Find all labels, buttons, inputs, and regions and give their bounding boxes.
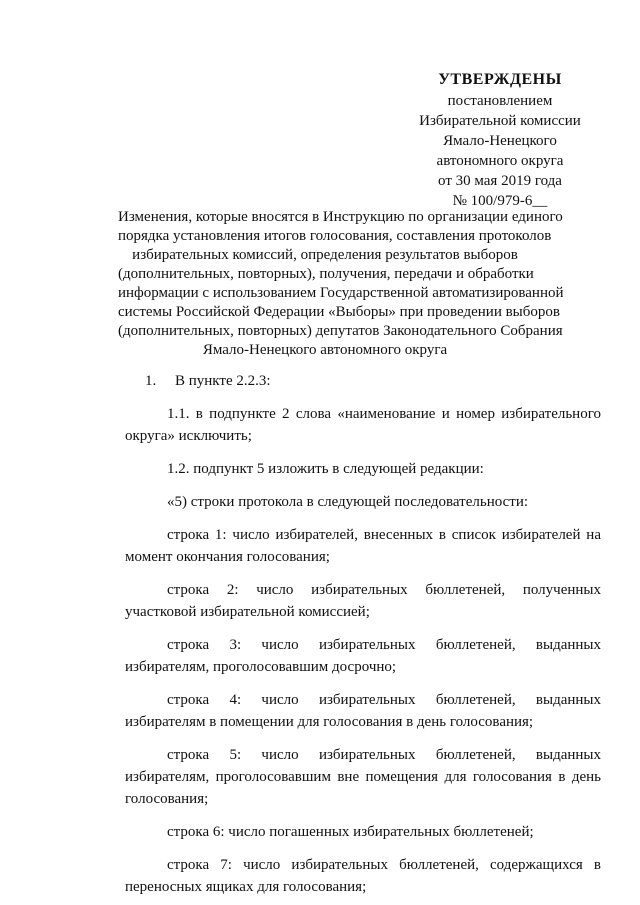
item-1	[125, 370, 601, 392]
paragraph: строка 6: число погашенных избирательных бюллетеней;	[167, 824, 534, 840]
approval-line: постановлением	[447, 93, 553, 109]
paragraph: «5) строки протокола в следующей последовательности:	[167, 494, 529, 510]
paragraph: строка 1: число избирателей, внесенных в список избирателей на момент окончания голосования;	[125, 527, 601, 565]
approval-number: № 100/979-6__	[452, 193, 548, 209]
approval-stamp	[405, 70, 595, 211]
title-line: избирательных комиссий, определения результатов выборов	[132, 247, 518, 263]
approval-line: автономного округа	[436, 153, 564, 169]
approval-heading: УТВЕРЖДЕНЫ	[438, 71, 562, 88]
title-line: Ямало-Ненецкого автономного округа	[202, 342, 448, 358]
title-line: (дополнительных, повторных), получения, передачи и обработки	[118, 266, 534, 282]
item-text: В пункте 2.2.3:	[175, 373, 271, 389]
document-body	[125, 370, 601, 898]
paragraph: 1.1. в подпункте 2 слова «наименование и номер избирательного округа» исключить;	[125, 406, 601, 444]
paragraph: строка 2: число избирательных бюллетеней, полученных участковой избирательной комиссией;	[125, 582, 601, 620]
approval-line: Избирательной комиссии	[419, 113, 581, 129]
title-line: порядка установления итогов голосования, составления протоколов	[118, 228, 552, 244]
paragraph: строка 5: число избирательных бюллетеней, выданных избирателям, проголосовавшим вне помещения для голосования в день голосования;	[125, 747, 601, 807]
approval-line: Ямало-Ненецкого	[443, 133, 557, 149]
paragraph: строка 7: число избирательных бюллетеней, содержащихся в переносных ящиках для голосования;	[125, 857, 601, 895]
title-line: Изменения, которые вносятся в Инструкцию по организации единого	[118, 209, 563, 225]
document-title	[118, 208, 564, 360]
title-line: системы Российской Федерации «Выборы» при проведении выборов	[118, 304, 560, 320]
paragraph: строка 4: число избирательных бюллетеней, выданных избирателям в помещении для голосования в день голосования;	[125, 692, 601, 730]
paragraph: строка 3: число избирательных бюллетеней, выданных избирателям, проголосовавшим досрочно;	[125, 637, 601, 675]
approval-date: от 30 мая 2019 года	[438, 173, 562, 189]
paragraph: 1.2. подпункт 5 изложить в следующей редакции:	[167, 461, 484, 477]
title-line: информации с использованием Государственной автоматизированной	[118, 285, 564, 301]
title-line: (дополнительных, повторных) депутатов Законодательного Собрания	[118, 323, 563, 339]
item-number: 1.	[145, 373, 157, 389]
